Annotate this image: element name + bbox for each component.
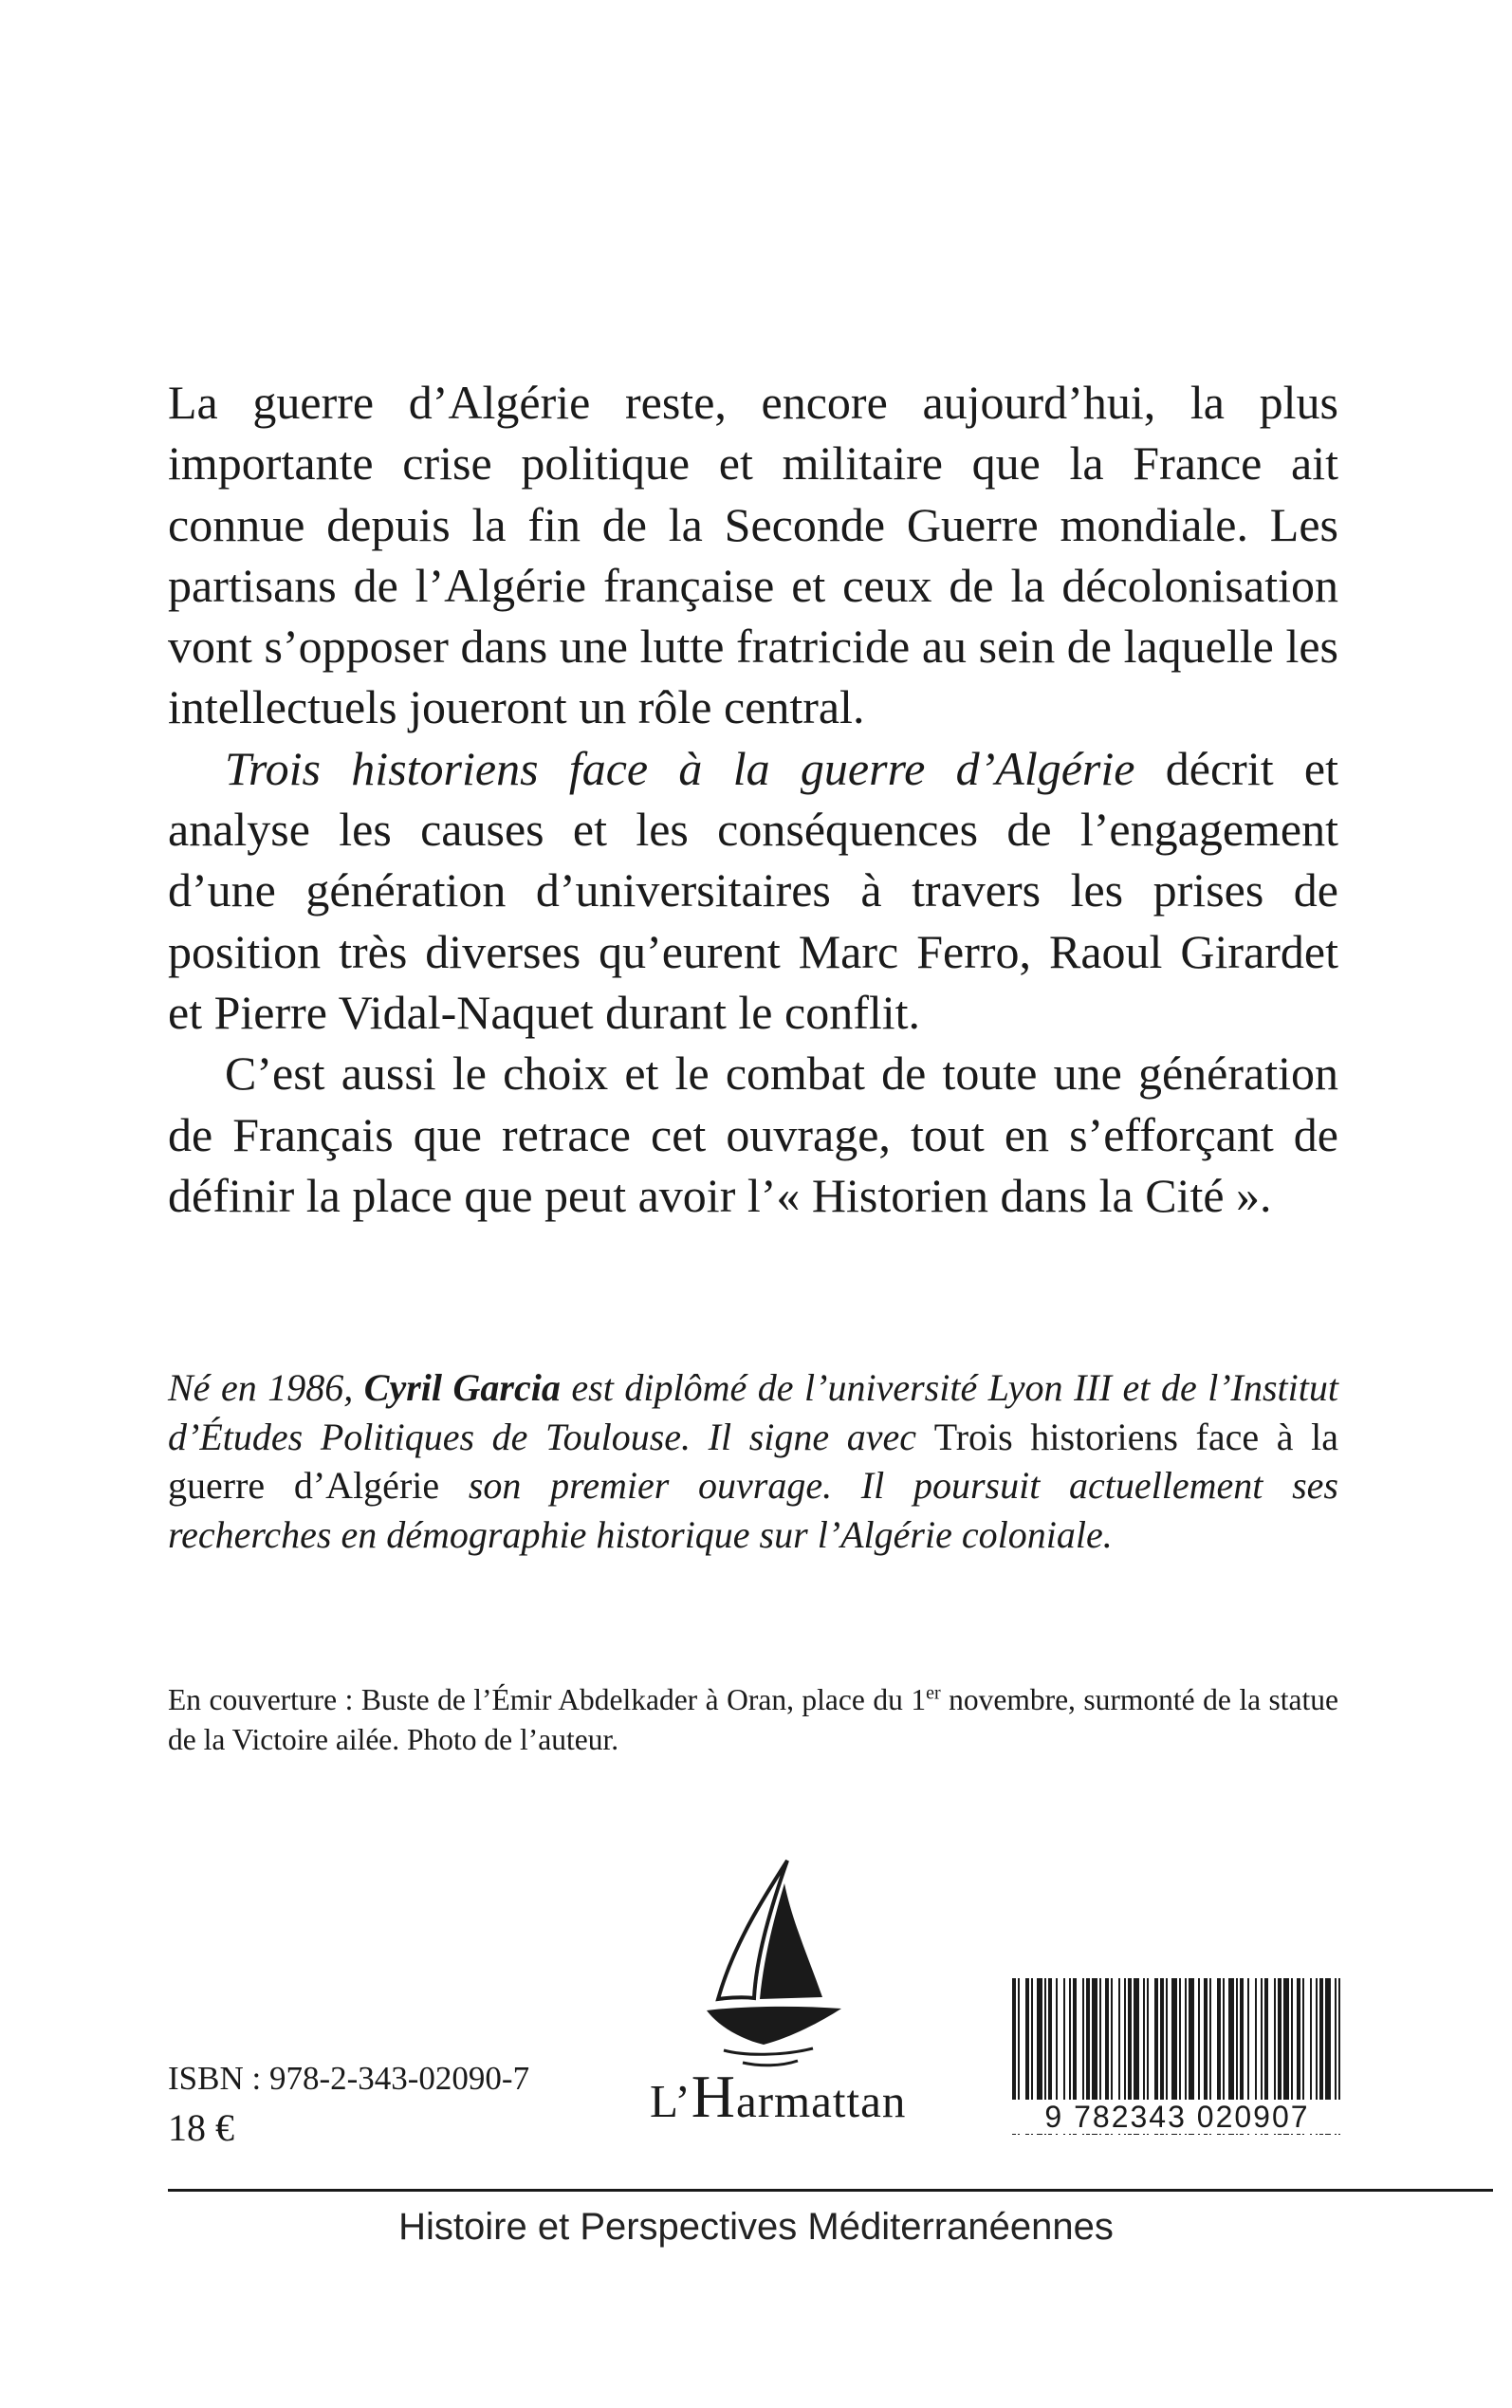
publisher-rest: armattan bbox=[735, 2075, 907, 2127]
isbn: ISBN : 978-2-343-02090-7 bbox=[168, 2060, 530, 2097]
publisher-prefix: L’ bbox=[650, 2075, 691, 2127]
price: 18 € bbox=[168, 2106, 234, 2149]
publisher-initial: H bbox=[691, 2063, 736, 2130]
blurb-paragraph-2-text: décrit et analyse les causes et les conséquences de l’engagement d’une génération d’universitaires à travers les prises de position très diverses qu’eurent Marc Ferro, Raoul Girardet et Pierre Vidal-Naquet durant le conflit. bbox=[168, 741, 1338, 1039]
credit-text-1: En couverture : Buste de l’Émir Abdelkader à Oran, place du 1 bbox=[168, 1683, 927, 1716]
collection-name: Histoire et Perspectives Méditerranéennes bbox=[398, 2206, 1114, 2248]
author-bio-born: Né en 1986, bbox=[168, 1366, 364, 1409]
author-bio-text-2: son premier ouvrage. Il poursuit actuellement ses recherches en démographie historique sur l’Algérie coloniale. bbox=[168, 1464, 1338, 1556]
blurb-paragraph-3: C’est aussi le choix et le combat de toute une génération de Français que retrace cet ouvrage, tout en s’efforçant de définir la place que peut avoir l’« Historien dans la Cité ». bbox=[168, 1047, 1338, 1222]
author-name: Cyril Garcia bbox=[363, 1366, 561, 1409]
author-bio-text-1: est diplômé de l’université Lyon III et de l’Institut d’Études Politiques de Toulouse. Il signe avec bbox=[168, 1366, 1339, 1458]
sailboat-icon bbox=[697, 1855, 849, 2073]
book-title: Trois historiens face à la guerre d’Algérie bbox=[225, 741, 1135, 795]
cover-photo-credit bbox=[168, 1680, 1338, 1760]
credit-text-2: novembre, surmonté de la statue de la Victoire ailée. Photo de l’auteur. bbox=[168, 1683, 1338, 1756]
blurb-paragraph-1: La guerre d’Algérie reste, encore aujourd’hui, la plus importante crise politique et militaire que la France ait connue depuis la fin de la Seconde Guerre mondiale. Les partisans de l’Algérie française et ceux de la décolonisation vont s’opposer dans une lutte fratricide au sein de laquelle les intellectuels joueront un rôle central. bbox=[168, 376, 1338, 734]
author-bio bbox=[168, 1363, 1338, 1559]
credit-superscript: er bbox=[926, 1682, 941, 1704]
publisher-logo bbox=[631, 1855, 934, 2139]
publisher-name bbox=[650, 2063, 907, 2130]
barcode bbox=[1008, 1978, 1346, 2168]
divider-rule bbox=[168, 2189, 1493, 2192]
barcode-number: 9 782343 020907 bbox=[1008, 2100, 1346, 2134]
back-cover-blurb bbox=[168, 372, 1338, 1226]
blurb-paragraph-2 bbox=[168, 738, 1338, 1043]
author-bio-book-title: Trois historiens face à la guerre d’Algérie bbox=[168, 1415, 1338, 1507]
